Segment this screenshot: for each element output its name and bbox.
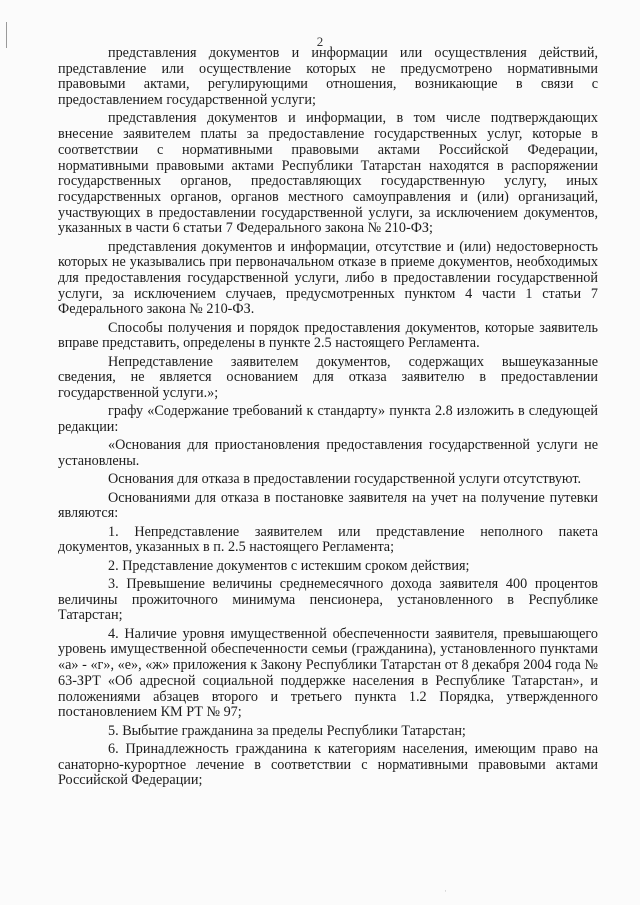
paragraph: «Основания для приостановления предоставления государственной услуги не установлены.: [58, 437, 598, 470]
document-body: [58, 46, 598, 792]
paragraph: представления документов и информации или осуществления действий, представление или осуществление которых не предусмотрено нормативными правовыми актами, регулирующими отношения, возникающие в связи с предоставлением государственной услуги;: [58, 45, 598, 109]
paragraph: Непредставление заявителем документов, содержащих вышеуказанные сведения, не является основанием для отказа заявителю в предоставлении государственной услуги.»;: [58, 353, 598, 402]
list-item: 1. Непредставление заявителем или представление неполного пакета документов, указанных в п. 2.5 настоящего Регламента;: [58, 523, 598, 556]
list-item: 5. Выбытие гражданина за пределы Республики Татарстан;: [108, 722, 466, 739]
paragraph: представления документов и информации, в том числе подтверждающих внесение заявителем платы за предоставление государственных услуг, которые в соответствии с нормативными правовыми актами Российской Федерации, нормативными правовыми актами Республики Татарстан находятся в распоряжении государственных органов, предоставляющих государственную услугу, иных государственных органов, органов местного самоуправления и (или) организаций, участвующих в предоставлении государственной услуги, за исключением документов, указанных в части 6 статьи 7 Федерального закона № 210-ФЗ;: [58, 110, 598, 237]
list-item: 3. Превышение величины среднемесячного дохода заявителя 400 процентов величины прожиточного минимума пенсионера, установленного в Республике Татарстан;: [58, 576, 598, 624]
list-item: 6. Принадлежность гражданина к категориям населения, имеющим право на санаторно-курортное лечение в соответствии с нормативными правовыми актами Российской Федерации;: [58, 740, 598, 789]
paragraph: представления документов и информации, отсутствие и (или) недостоверность которых не указывались при первоначальном отказе в приеме документов, необходимых для предоставления государственной услуги, либо в предоставлении государственной услуги, за исключением случаев, предусмотренных пунктом 4 части 1 статьи 7 Федерального закона № 210-ФЗ.: [58, 238, 598, 318]
paragraph: графу «Содержание требований к стандарту» пункта 2.8 изложить в следующей редакции:: [58, 403, 598, 436]
list-item: 4. Наличие уровня имущественной обеспеченности заявителя, превышающего уровень имущественной обеспеченности семьи (гражданина), установленного пунктами «а» - «г», «е», «ж» приложения к Закону Республики Татарстан от 8 декабря 2004 года № 63-ЗРТ «Об адресной социальной поддержке населения в Республике Татарстан», и положениями абзацев второго и третьего пункта 1.2 Порядка, утвержденного постановлением КМ РТ № 97;: [58, 625, 598, 721]
list-item: 2. Представление документов с истекшим сроком действия;: [108, 557, 470, 574]
paragraph: Основаниями для отказа в постановке заявителя на учет на получение путевки являются:: [58, 489, 598, 522]
page-number: 2: [316, 34, 324, 49]
paragraph: Способы получения и порядок предоставления документов, которые заявитель вправе представить, определены в пункте 2.5 настоящего Регламента.: [58, 319, 598, 352]
paragraph: Основания для отказа в предоставлении государственной услуги отсутствуют.: [108, 471, 582, 488]
scan-speck: ·: [444, 886, 447, 896]
